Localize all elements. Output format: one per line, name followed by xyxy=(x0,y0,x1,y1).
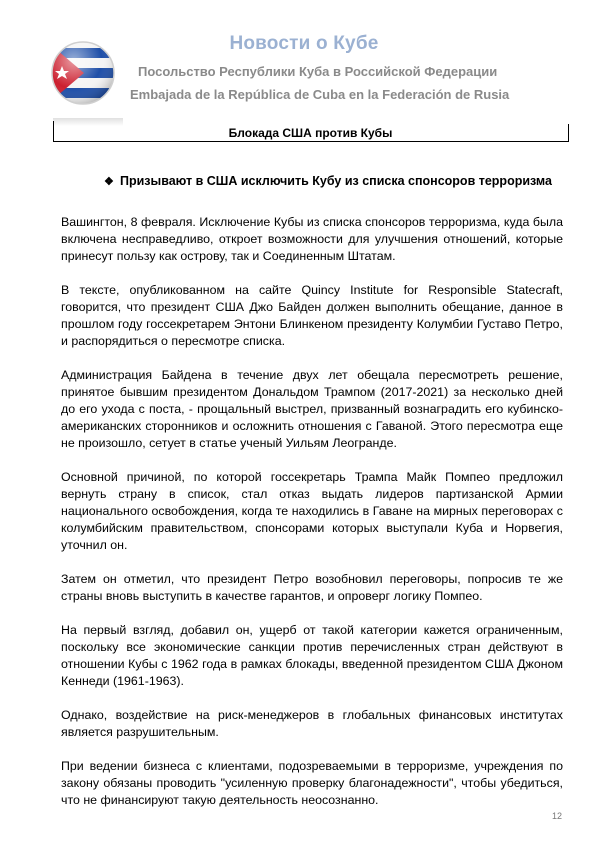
article-body xyxy=(61,214,563,826)
page-number: 12 xyxy=(552,811,563,821)
paragraph: Администрация Байдена в течение двух лет обещала пересмотреть решение, принятое бывшим президентом Дональдом Трампом (2017-2021) за несколько дней до его ухода с поста, - прощальный выстрел, призванный вознаградить его кубинско-американских сторонников и осложнить отношения с Гаваной. Этого пересмотра еще не произошло, сетует в статье ученый Уильям Леогранде. xyxy=(61,368,563,450)
article-heading xyxy=(104,174,552,188)
paragraph: Основной причиной, по которой госсекретарь Трампа Майк Помпео предложил вернуть страну в список, стал отказ выдать лидеров партизанской Армии национального освобождения, когда те находились в Гаване на мирных переговорах с колумбийским правительством, спонсорами которых выступали Куба и Норвегия, уточнил он. xyxy=(61,470,563,552)
embassy-name-es: Embajada de la República de Cuba en la Federación de Rusia xyxy=(130,87,510,102)
paragraph: При ведении бизнеса с клиентами, подозреваемыми в терроризме, учреждения по закону обязаны проводить "усиленную проверку благонадежности", чтобы убедиться, что не финансируют такую деятельность неосознанно. xyxy=(61,759,563,807)
paragraph: Вашингтон, 8 февраля. Исключение Кубы из списка спонсоров терроризма, куда была включена несправедливо, откроет возможности для улучшения отношений, которые принесут пользу как острову, так и Соединенным Штатам. xyxy=(61,215,563,263)
paragraph: На первый взгляд, добавил он, ущерб от такой категории кажется ограниченным, поскольку все экономические санкции против перечисленных стран действуют в отношении Кубы с 1962 года в рамках блокады, введенной президентом США Джоном Кеннеди (1961-1963). xyxy=(61,623,563,688)
paragraph: Однако, воздействие на риск-менеджеров в глобальных финансовых институтах является разрушительным. xyxy=(61,708,563,739)
paragraph: Затем он отметил, что президент Петро возобновил переговоры, попросив те же страны вновь выступить в качестве гарантов, и опроверг логику Помпео. xyxy=(61,572,563,603)
article-heading-text: Призывают в США исключить Кубу из списка спонсоров терроризма xyxy=(120,174,552,188)
embassy-name-ru: Посольство Республики Куба в Российской Федерации xyxy=(138,64,498,79)
section-title: Блокада США против Кубы xyxy=(228,126,393,140)
paragraph: В тексте, опубликованном на сайте Quincy Institute for Responsible Statecraft, говорится, что президент США Джо Байден должен выполнить обещание, данное в прошлом году госсекретарем Энтони Блинкеном президенту Колумбии Густаво Петро, и распорядиться о пересмотре списка. xyxy=(61,283,563,348)
newsletter-title: Новости о Кубе xyxy=(229,33,379,54)
diamond-bullet-icon: ❖ xyxy=(104,176,114,188)
